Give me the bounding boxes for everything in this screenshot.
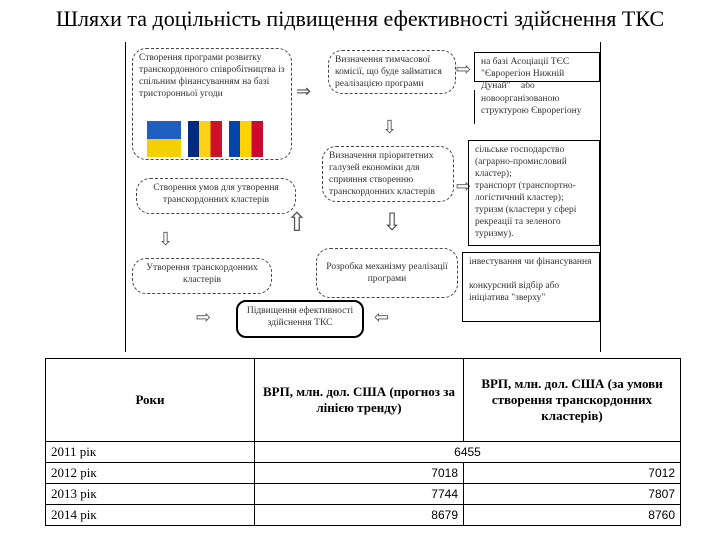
arrow-right-icon: ⇨ (196, 307, 212, 327)
table-row (46, 484, 681, 505)
header-clusters: ВРП, млн. дол. США (за умови створення транскордонних кластерів) (464, 359, 681, 442)
header-years: Роки (46, 359, 255, 442)
table-row (46, 505, 681, 526)
year-cell: 2013 рік (46, 484, 255, 505)
table-row (46, 442, 681, 463)
box-funding-options (462, 252, 600, 322)
header-trend: ВРП, млн. дол. США (прогноз за лінією тренду) (255, 359, 464, 442)
table-header-row (46, 359, 681, 442)
arrow-down-icon: ⇩ (382, 210, 403, 236)
box-efficiency: Підвищення ефективності здійснення ТКС (236, 300, 364, 338)
arrow-right-icon: ⇨ (456, 59, 472, 79)
box-commission: Визначення тимчасової комісії, що буде займатися реалізацією програми (328, 50, 456, 94)
trend-cell: 8679 (255, 505, 464, 526)
cluster-cell: 8760 (464, 505, 681, 526)
arrow-left-icon: ⇦ (374, 307, 390, 327)
year-cell: 2012 рік (46, 463, 255, 484)
merged-value-cell: 6455 (255, 442, 681, 463)
flow-diagram (125, 42, 601, 352)
arrow-up-icon: ⇧ (286, 208, 308, 237)
box-program-creation (132, 48, 292, 160)
box-create-conditions: Створення умов для утворення транскордонних кластерів (136, 178, 296, 214)
box-priority-sectors: Визначення пріоритетних галузей економіки для сприяння створенню транскордонних кластерів (322, 146, 454, 202)
or-label: або (521, 81, 535, 91)
option-selection: конкурсний відбір або ініціатива "зверху" (469, 281, 560, 303)
option-investment: інвестування чи фінансування (469, 257, 592, 267)
year-cell: 2011 рік (46, 442, 255, 463)
sector-agriculture: сільське господарство (аграрно-промисловий кластер); (475, 145, 567, 179)
cluster-cell: 7012 (464, 463, 681, 484)
arrow-down-icon: ⇩ (158, 229, 174, 249)
arrow-down-icon: ⇩ (382, 117, 398, 137)
flag-romania (188, 121, 222, 157)
arrow-right-icon: ⇨ (456, 176, 472, 196)
year-cell: 2014 рік (46, 505, 255, 526)
box-mechanism: Розробка механізму реалізації програми (316, 248, 458, 298)
flag-ukraine (147, 121, 181, 157)
arrow-right-icon: ⇒ (296, 81, 312, 101)
box-association: на базі Асоціації ТЄС "Єврорегіон Нижній Дунай" (474, 52, 600, 82)
gdp-table (45, 358, 681, 526)
cluster-cell: 7807 (464, 484, 681, 505)
page-title: Шляхи та доцільність підвищення ефективності здійснення ТКС (55, 6, 665, 31)
box-new-structure: новоорганізованою структурою Єврорегіону (474, 90, 600, 124)
trend-cell: 7018 (255, 463, 464, 484)
trend-cell: 7744 (255, 484, 464, 505)
box-sectors-list (468, 140, 600, 246)
flag-moldova (229, 121, 263, 157)
box-text: Створення програми розвитку транскордонного співробітництва із спільним фінансуванням на базі тристоронньої угоди (139, 53, 285, 99)
sector-tourism: туризм (кластери у сфері рекреації та зеленого туризму). (475, 205, 577, 239)
box-form-clusters: Утворення транскордонних кластерів (132, 258, 272, 294)
table-row (46, 463, 681, 484)
sector-transport: транспорт (транспортно-логістичний кластер); (475, 181, 576, 203)
